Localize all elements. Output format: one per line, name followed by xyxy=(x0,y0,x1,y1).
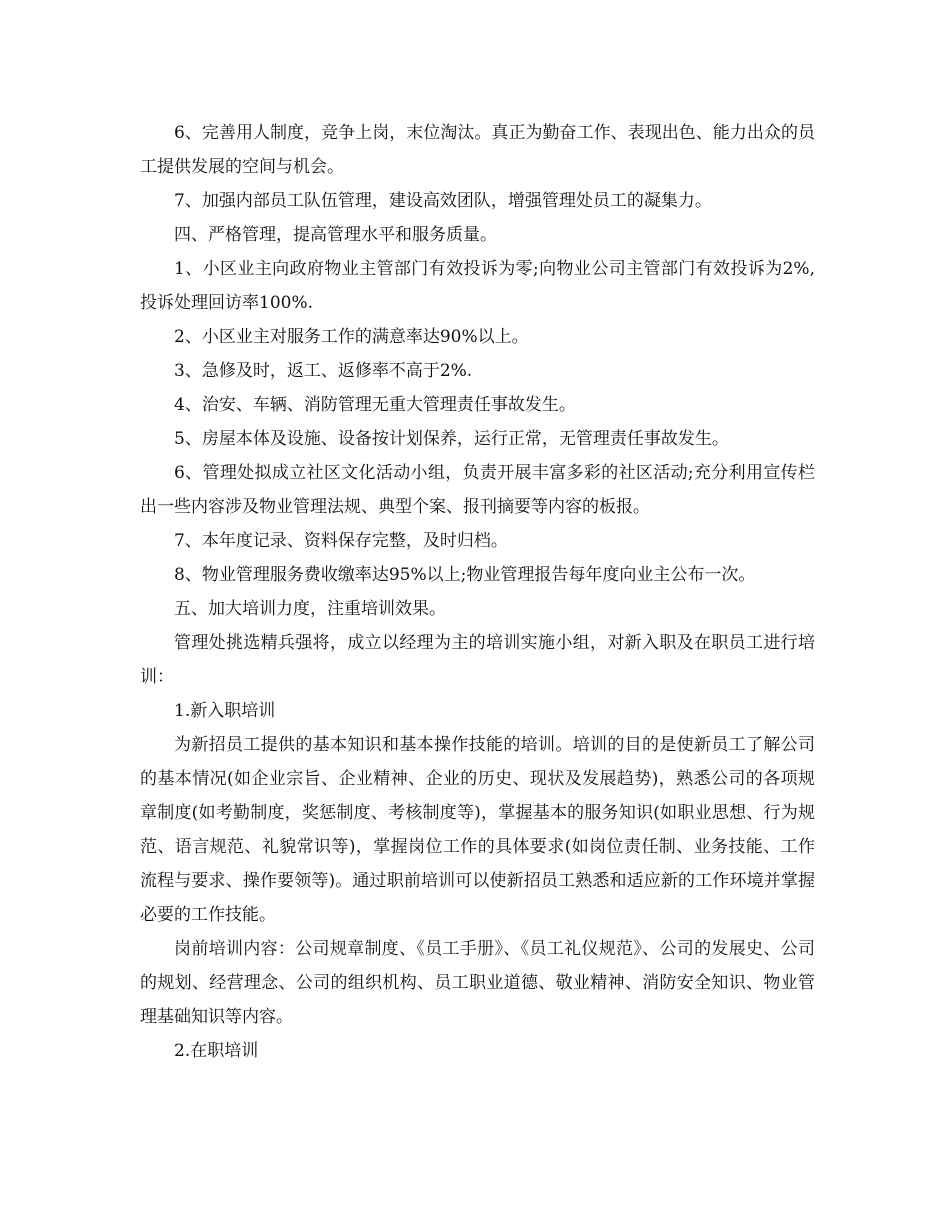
paragraph-11: 管理处挑选精兵强将，成立以经理为主的培训实施小组，对新入职及在职员工进行培训： xyxy=(140,633,815,687)
paragraph-13: 岗前培训内容：公司规章制度、《员工手册》、《员工礼仪规范》、公司的发展史、公司的规划、经营理念、公司的组织机构、员工职业道德、敬业精神、消防安全知识、物业管理基础知识等内容。 xyxy=(140,939,815,1027)
paragraph-7: 5、房屋本体及设施、设备按计划保养，运行正常，无管理责任事故发生。 xyxy=(174,429,729,449)
paragraph-5: 3、急修及时，返工、返修率不高于2%. xyxy=(174,361,473,381)
paragraph-2: 7、加强内部员工队伍管理，建设高效团队，增强管理处员工的凝集力。 xyxy=(174,191,712,211)
subheading-on-job-training: 2.在职培训 xyxy=(174,1041,259,1061)
paragraph-9: 7、本年度记录、资料保存完整，及时归档。 xyxy=(174,531,508,551)
paragraph-3: 1、小区业主向政府物业主管部门有效投诉为零;向物业公司主管部门有效投诉为2%,投诉处理回访率100%. xyxy=(140,259,815,313)
paragraph-12: 为新招员工提供的基本知识和基本操作技能的培训。培训的目的是使新员工了解公司的基本情况(如企业宗旨、企业精神、企业的历史、现状及发展趋势)，熟悉公司的各项规章制度(如考勤制度，奖惩制度、考核制度等)，掌握基本的服务知识(如职业思想、行为规范、语言规范、礼貌常识等)，掌握岗位工作的具体要求(如岗位责任制、业务技能、工作流程与要求、操作要领等)。通过职前培训可以使新招员工熟悉和适应新的工作环境并掌握必要的工作技能。 xyxy=(140,735,815,925)
paragraph-4: 2、小区业主对服务工作的满意率达90%以上。 xyxy=(174,327,529,347)
subheading-new-hire-training: 1.新入职培训 xyxy=(174,701,276,721)
paragraph-10: 8、物业管理服务费收缴率达95%以上;物业管理报告每年度向业主公布一次。 xyxy=(174,565,756,585)
section-heading-5: 五、加大培训力度，注重培训效果。 xyxy=(174,599,446,619)
paragraph-1: 6、完善用人制度，竞争上岗，末位淘汰。真正为勤奋工作、表现出色、能力出众的员工提供发展的空间与机会。 xyxy=(140,123,815,177)
paragraph-8: 6、管理处拟成立社区文化活动小组，负责开展丰富多彩的社区活动;充分利用宣传栏出一些内容涉及物业管理法规、典型个案、报刊摘要等内容的板报。 xyxy=(140,463,815,517)
section-heading-4: 四、严格管理，提高管理水平和服务质量。 xyxy=(174,225,497,245)
paragraph-6: 4、治安、车辆、消防管理无重大管理责任事故发生。 xyxy=(174,395,576,415)
document-body xyxy=(140,116,815,1068)
